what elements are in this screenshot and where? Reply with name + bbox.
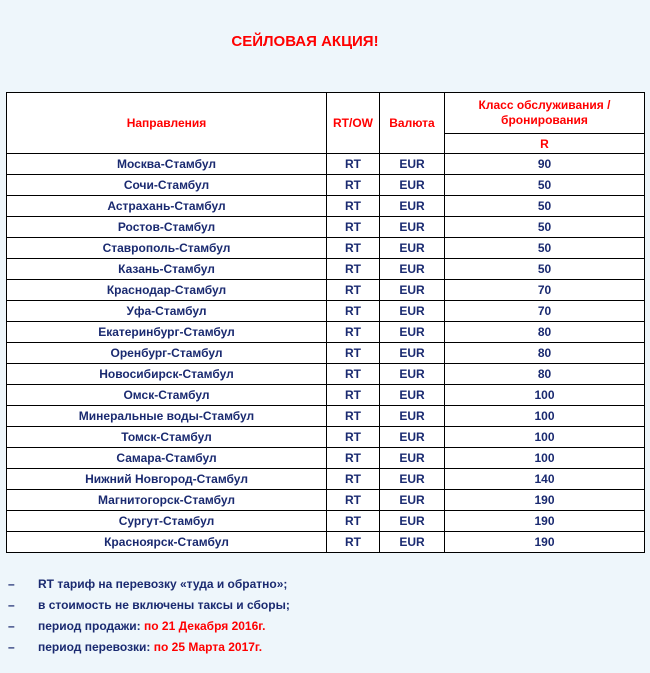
route-cell: Минеральные воды-Стамбул: [7, 406, 327, 427]
rt-ow-cell: RT: [327, 469, 380, 490]
route-cell: Ростов-Стамбул: [7, 217, 327, 238]
route-cell: Сургут-Стамбул: [7, 511, 327, 532]
price-cell: 100: [445, 406, 645, 427]
note-item: [8, 595, 290, 616]
table-row: [7, 490, 645, 511]
currency-cell: EUR: [380, 385, 445, 406]
table-row: [7, 322, 645, 343]
table-row: [7, 280, 645, 301]
currency-cell: EUR: [380, 490, 445, 511]
route-cell: Екатеринбург-Стамбул: [7, 322, 327, 343]
currency-cell: EUR: [380, 532, 445, 553]
route-cell: Сочи-Стамбул: [7, 175, 327, 196]
route-cell: Самара-Стамбул: [7, 448, 327, 469]
price-cell: 100: [445, 427, 645, 448]
rt-ow-cell: RT: [327, 154, 380, 175]
route-cell: Ставрополь-Стамбул: [7, 238, 327, 259]
note-dash: –: [8, 640, 15, 654]
header-service-class: Класс обслуживания / бронирования: [445, 93, 645, 134]
rt-ow-cell: RT: [327, 259, 380, 280]
route-cell: Новосибирск-Стамбул: [7, 364, 327, 385]
route-cell: Омск-Стамбул: [7, 385, 327, 406]
currency-cell: EUR: [380, 448, 445, 469]
currency-cell: EUR: [380, 511, 445, 532]
currency-cell: EUR: [380, 280, 445, 301]
currency-cell: EUR: [380, 196, 445, 217]
note-highlight: по 25 Марта 2017г.: [153, 640, 263, 654]
price-cell: 100: [445, 448, 645, 469]
table-row: [7, 175, 645, 196]
note-text: RT тариф на перевозку «туда и обратно»;: [38, 577, 288, 591]
route-cell: Томск-Стамбул: [7, 427, 327, 448]
route-cell: Астрахань-Стамбул: [7, 196, 327, 217]
table-header-row: [7, 93, 645, 134]
table-row: [7, 238, 645, 259]
route-cell: Краснодар-Стамбул: [7, 280, 327, 301]
currency-cell: EUR: [380, 406, 445, 427]
table-row: [7, 406, 645, 427]
table-row: [7, 196, 645, 217]
currency-cell: EUR: [380, 154, 445, 175]
rt-ow-cell: RT: [327, 343, 380, 364]
rt-ow-cell: RT: [327, 280, 380, 301]
route-cell: Нижний Новгород-Стамбул: [7, 469, 327, 490]
rt-ow-cell: RT: [327, 238, 380, 259]
rt-ow-cell: RT: [327, 532, 380, 553]
rt-ow-cell: RT: [327, 322, 380, 343]
price-cell: 140: [445, 469, 645, 490]
rt-ow-cell: RT: [327, 448, 380, 469]
currency-cell: EUR: [380, 259, 445, 280]
price-cell: 70: [445, 280, 645, 301]
price-cell: 50: [445, 259, 645, 280]
currency-cell: EUR: [380, 469, 445, 490]
price-cell: 70: [445, 301, 645, 322]
route-cell: Москва-Стамбул: [7, 154, 327, 175]
rt-ow-cell: RT: [327, 301, 380, 322]
rt-ow-cell: RT: [327, 490, 380, 511]
currency-cell: EUR: [380, 238, 445, 259]
header-class-code: R: [445, 134, 645, 154]
price-cell: 190: [445, 490, 645, 511]
table-row: [7, 364, 645, 385]
price-cell: 80: [445, 364, 645, 385]
price-cell: 50: [445, 196, 645, 217]
note-item: [8, 616, 290, 637]
route-cell: Казань-Стамбул: [7, 259, 327, 280]
currency-cell: EUR: [380, 427, 445, 448]
table-row: [7, 511, 645, 532]
price-cell: 80: [445, 343, 645, 364]
rt-ow-cell: RT: [327, 385, 380, 406]
rt-ow-cell: RT: [327, 427, 380, 448]
fares-table-body: [7, 154, 645, 553]
header-currency: Валюта: [380, 93, 445, 154]
rt-ow-cell: RT: [327, 364, 380, 385]
note-dash: –: [8, 619, 15, 633]
table-row: [7, 343, 645, 364]
price-cell: 50: [445, 175, 645, 196]
note-item: [8, 574, 290, 595]
table-row: [7, 427, 645, 448]
price-cell: 50: [445, 238, 645, 259]
rt-ow-cell: RT: [327, 196, 380, 217]
note-dash: –: [8, 598, 15, 612]
rt-ow-cell: RT: [327, 175, 380, 196]
note-dash: –: [8, 577, 15, 591]
currency-cell: EUR: [380, 364, 445, 385]
route-cell: Уфа-Стамбул: [7, 301, 327, 322]
table-row: [7, 385, 645, 406]
note-highlight: по 21 Декабря 2016г.: [144, 619, 266, 633]
header-rt-ow: RT/OW: [327, 93, 380, 154]
table-row: [7, 448, 645, 469]
note-text: период перевозки:: [38, 640, 154, 654]
note-text: в стоимость не включены таксы и сборы;: [38, 598, 290, 612]
currency-cell: EUR: [380, 343, 445, 364]
note-text: период продажи:: [38, 619, 145, 633]
route-cell: Магнитогорск-Стамбул: [7, 490, 327, 511]
route-cell: Оренбург-Стамбул: [7, 343, 327, 364]
rt-ow-cell: RT: [327, 511, 380, 532]
table-row: [7, 217, 645, 238]
rt-ow-cell: RT: [327, 406, 380, 427]
header-direction: Направления: [7, 93, 327, 154]
notes-list: [8, 574, 290, 658]
table-row: [7, 532, 645, 553]
currency-cell: EUR: [380, 322, 445, 343]
price-cell: 90: [445, 154, 645, 175]
currency-cell: EUR: [380, 175, 445, 196]
table-row: [7, 154, 645, 175]
fares-table: [6, 92, 645, 553]
table-row: [7, 259, 645, 280]
price-cell: 190: [445, 511, 645, 532]
page-title: СЕЙЛОВАЯ АКЦИЯ!: [231, 33, 379, 50]
rt-ow-cell: RT: [327, 217, 380, 238]
note-item: [8, 637, 290, 658]
route-cell: Красноярск-Стамбул: [7, 532, 327, 553]
price-cell: 50: [445, 217, 645, 238]
currency-cell: EUR: [380, 301, 445, 322]
table-row: [7, 469, 645, 490]
price-cell: 190: [445, 532, 645, 553]
currency-cell: EUR: [380, 217, 445, 238]
table-row: [7, 301, 645, 322]
price-cell: 80: [445, 322, 645, 343]
price-cell: 100: [445, 385, 645, 406]
